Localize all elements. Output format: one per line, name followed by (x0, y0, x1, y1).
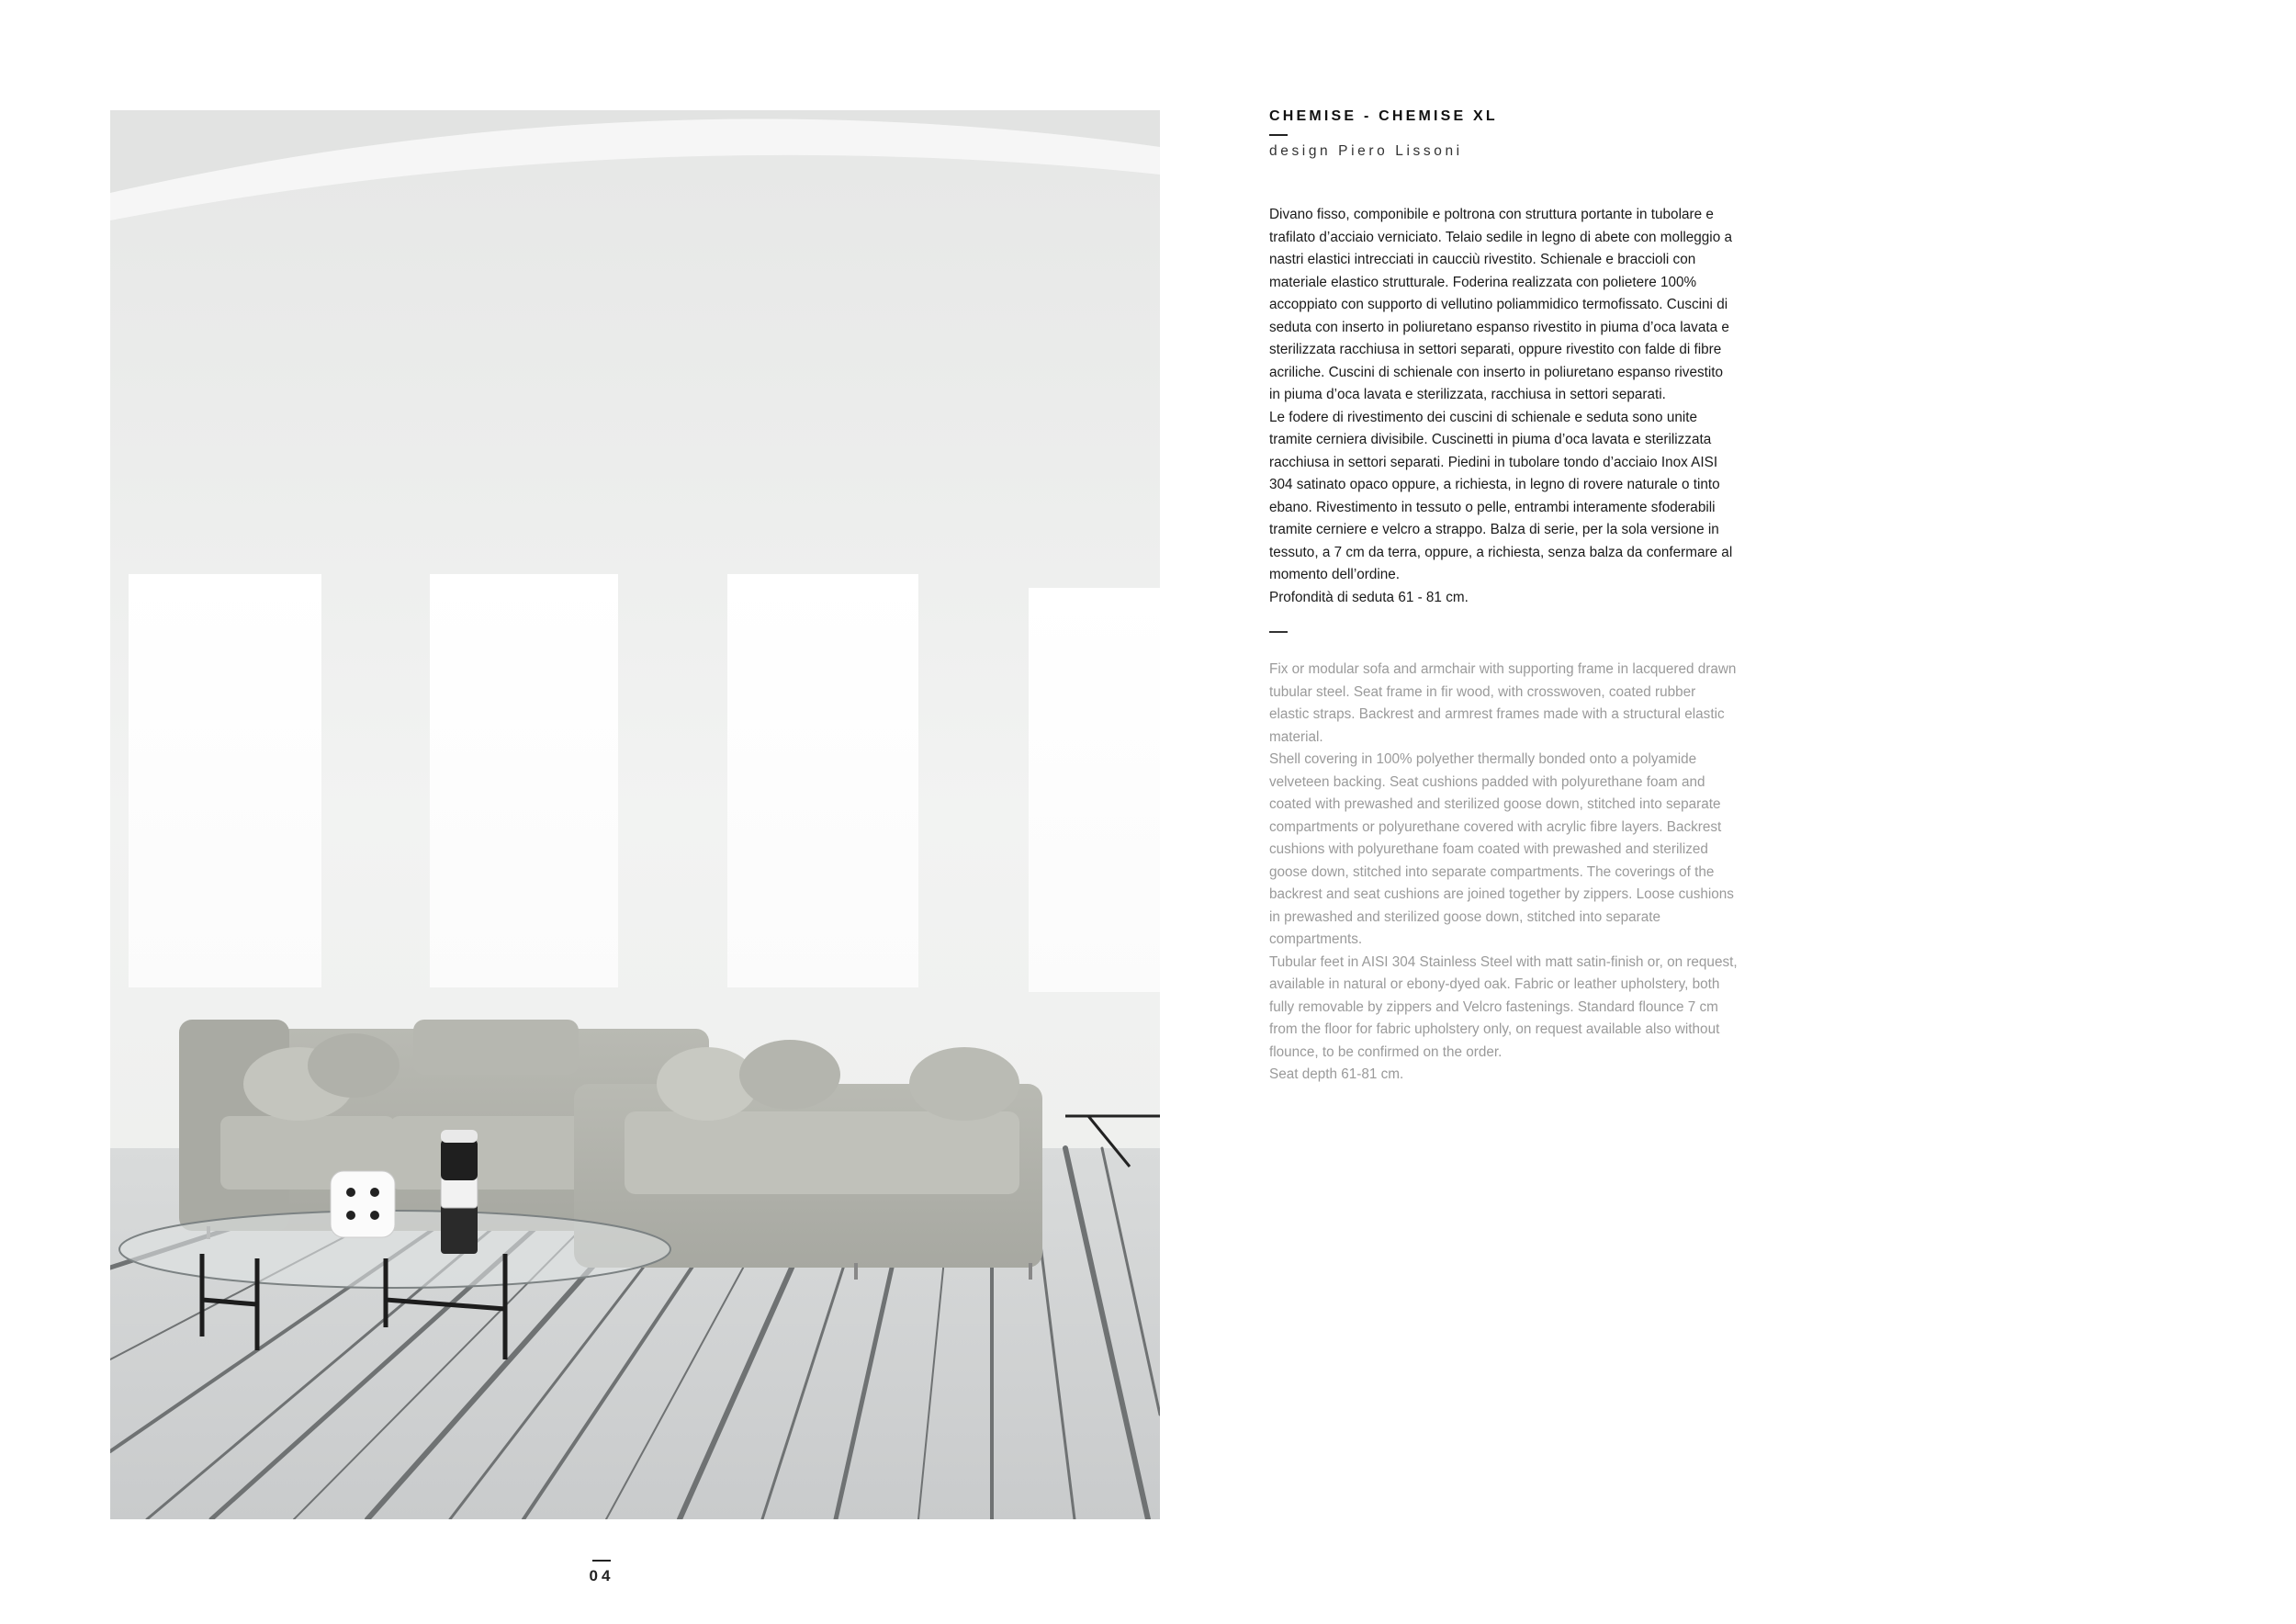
product-photo (110, 110, 1160, 1519)
description-english-paragraph: Seat depth 61-81 cm. (1269, 1066, 1404, 1082)
page-number-block (588, 1560, 615, 1585)
description-english-paragraph: Fix or modular sofa and armchair with supporting frame in lacquered drawn tubular steel. Seat frame in fir wood, with crosswoven, coated rubber elastic straps. Backrest and armrest frames made with a structural elastic material. (1269, 661, 1737, 745)
description-italian-paragraph: Profondità di seduta 61 - 81 cm. (1269, 589, 1469, 605)
product-text-column (1269, 107, 1738, 1087)
description-english-paragraph: Tubular feet in AISI 304 Stainless Steel with matt satin-finish or, on request, available in natural or ebony-dyed oak. Fabric or leather upholstery, both fully removable by zippers and Velcro fastenings. Standard flounce 7 cm from the floor for fabric upholstery only, on request available also without flounce, to be confirmed on the order. (1269, 953, 1738, 1060)
living-room-photo-illustration (110, 110, 1160, 1519)
language-divider (1269, 631, 1288, 633)
description-english-paragraph: Shell covering in 100% polyether thermally bonded onto a polyamide velveteen backing. Seat cushions padded with polyurethane foam and coated with prewashed and sterilized goose down, stitched into separate compartments or polyurethane covered with acrylic fibre layers. Backrest cushions with polyurethane foam coated with prewashed and sterilized goose down, stitched into separate compartments. The coverings of the backrest and seat cushions are joined together by zippers. Loose cushions in prewashed and sterilized goose down, stitched into separate compartments. (1269, 751, 1734, 947)
designer-credit: design Piero Lissoni (1269, 143, 1463, 159)
title-rule (1269, 134, 1288, 136)
page-number: 04 (589, 1567, 614, 1585)
product-title: CHEMISE - CHEMISE XL (1269, 108, 1498, 124)
description-italian-paragraph: Divano fisso, componibile e poltrona con struttura portante in tubolare e trafilato d’acciaio verniciato. Telaio sedile in legno di abete con molleggio a nastri elastici intrecciati in caucciù rivestito. Schienale e braccioli con materiale elastico strutturale. Foderina realizzata con polietere 100% accoppiato con supporto di vellutino poliammidico termofissato. Cuscini di seduta con inserto in poliuretano espanso rivestito in piuma d’oca lavata e sterilizzata racchiusa in settori separati, oppure rivestito con falde di fibre acriliche. Cuscini di schienale con inserto in poliuretano espanso rivestito in piuma d’oca lavata e sterilizzata, racchiusa in settori separati. (1269, 207, 1732, 402)
page-number-rule (592, 1560, 611, 1562)
description-english (1269, 659, 1738, 1087)
description-italian-paragraph: Le fodere di rivestimento dei cuscini di schienale e seduta sono unite tramite cerniera divisibile. Cuscinetti in piuma d’oca lavata e sterilizzata racchiusa in settori separati. Piedini in tubolare tondo d’acciaio Inox AISI 304 satinato opaco oppure, a richiesta, in legno di rovere naturale o tinto ebano. Rivestimento in tessuto o pelle, entrambi interamente sfoderabili tramite cerniere e velcro a strappo. Balza di serie, per la sola versione in tessuto, a 7 cm da terra, oppure, a richiesta, senza balza da confermare al momento dell’ordine. (1269, 409, 1733, 582)
description-italian (1269, 204, 1738, 609)
